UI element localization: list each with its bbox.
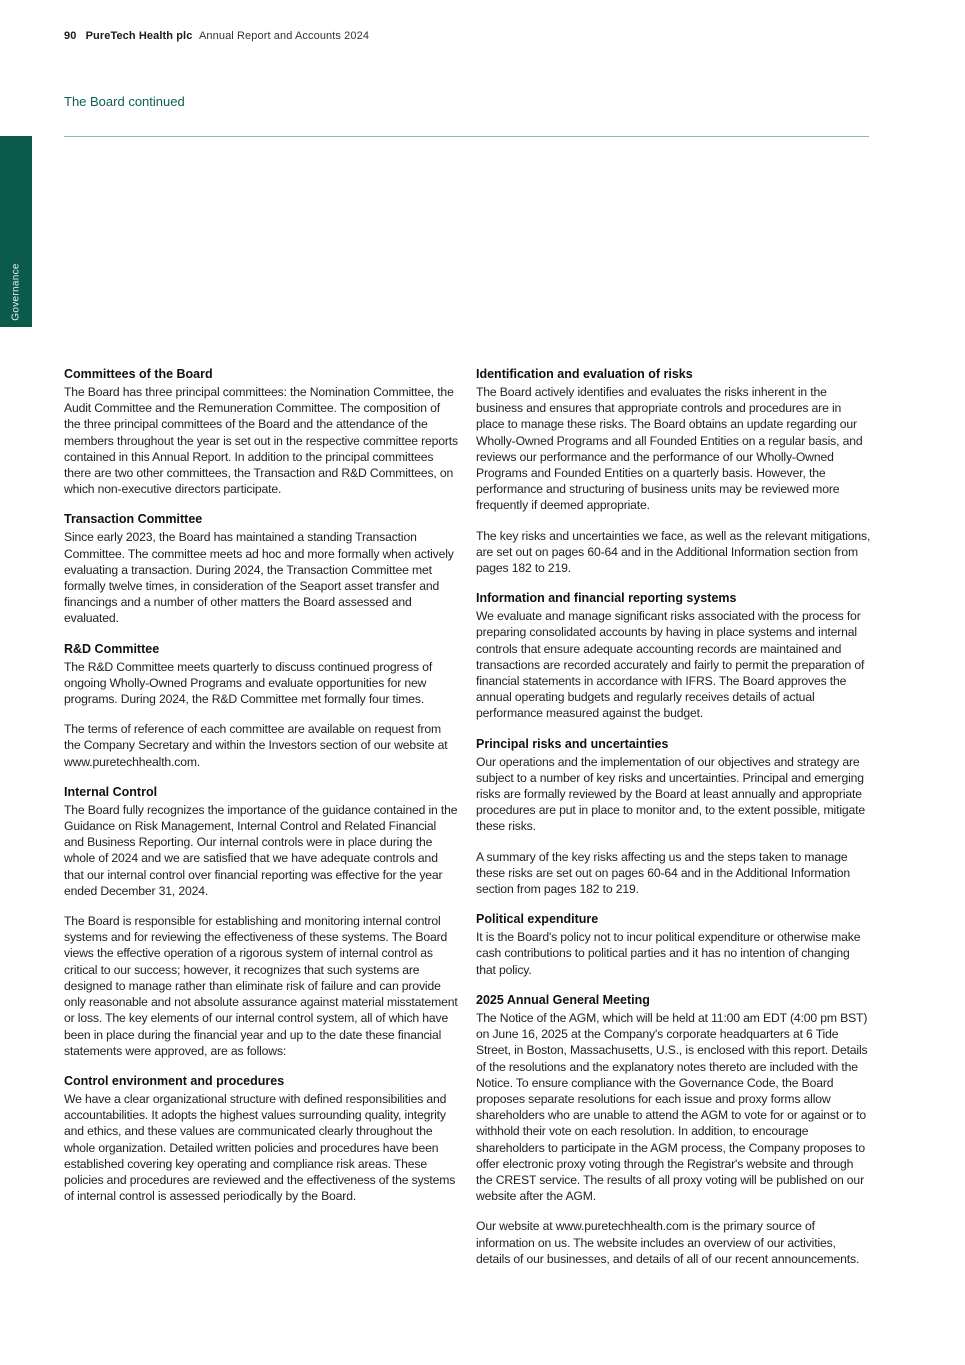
heading-principal-risks-and-uncertainties: Principal risks and uncertainties bbox=[476, 736, 669, 751]
paragraph-identification-and-evaluation-of-risks-1: The Board actively identifies and evaluates the risks inherent in the business and ensures that appropriate controls and procedures are in place to manage these risks. The Board obtains an update regarding our Wholly-Owned Programs and all Founded Entities on a regular basis, and reviews our performance and the performance of our Wholly-Owned Programs and Founded Entities on a quarterly basis. However, the performance and structuring of business units may be reviewed more frequently if deemed appropriate. bbox=[476, 385, 863, 513]
heading-control-environment-and-procedures: Control environment and procedures bbox=[64, 1073, 285, 1088]
company-name: PureTech Health plc bbox=[85, 30, 193, 42]
paragraph-identification-and-evaluation-of-risks-2: The key risks and uncertainties we face, as well as the relevant mitigations, are set out on pages 60-64 and in the Additional Information section from pages 182 to 219. bbox=[476, 528, 871, 576]
heading-2025-annual-general-meeting: 2025 Annual General Meeting bbox=[476, 992, 650, 1007]
paragraph-principal-risks-and-uncertainties-2: A summary of the key risks affecting us and the steps taken to manage these risks are set out on pages 60-64 and in the Additional Information section from pages 182 to 219. bbox=[476, 849, 851, 897]
paragraph-political-expenditure-1: It is the Board's policy not to incur political expenditure or otherwise make cash contributions to political parties and it has no intention of changing that policy. bbox=[476, 930, 861, 977]
paragraph-information-and-financial-reporting-systems-1: We evaluate and manage significant risks associated with the process for preparing consolidated accounts by having in place systems and internal controls that ensure adequate accounting records are maintained and transactions are recorded accurately and fairly to permit the preparation of financial statements in accordance with IFRS. The Board approves the annual operating budgets and regularly receives details of actual performance measured against the budget. bbox=[476, 609, 865, 721]
paragraph-transaction-committee-1: Since early 2023, the Board has maintained a standing Transaction Committee. The committee meets ad hoc and more formally when actively evaluating a transaction. During 2024, the Transaction Committee met formally twelve times, in consideration of the Seaport asset transfer and financings and a number of other matters the Board assessed and evaluated. bbox=[64, 530, 454, 626]
left-column bbox=[64, 366, 459, 1218]
paragraph-principal-risks-and-uncertainties-1: Our operations and the implementation of our objectives and strategy are subject to a number of key risks and uncertainties. Principal and emerging risks are formally reviewed by the Board at least annually and appropriate procedures are put in place to monitor and, to the extent possible, mitigate these risks. bbox=[476, 754, 865, 834]
page-number: 90 bbox=[64, 30, 77, 42]
paragraph-2025-annual-general-meeting-2: Our website at www.puretechhealth.com is the primary source of information on us. The website includes an overview of our activities, details of our businesses, and details of all of our recent announcements. bbox=[476, 1219, 860, 1266]
paragraph-control-environment-and-procedures-1: We have a clear organizational structure with defined responsibilities and accountabilities. It adopts the highest values surrounding quality, integrity and ethics, and these values are communicated clearly throughout the whole organization. Detailed written policies and procedures have been established covering key operating and compliance risk areas. These policies and procedures are reviewed and the effectiveness of the systems of internal control is assessed periodically by the Board. bbox=[64, 1091, 456, 1204]
heading-committees-of-the-board: Committees of the Board bbox=[64, 367, 213, 381]
running-header bbox=[64, 30, 369, 42]
paragraph-internal-control-1: The Board fully recognizes the importance of the guidance contained in the Guidance on Risk Management, Internal Control and Related Financial and Business Reporting. Our internal controls were in place during the whole of 2024 and we are satisfied that we have adequate controls and that our internal control over financial reporting was effective for the year ended December 31, 2024. bbox=[64, 802, 458, 898]
report-title: Annual Report and Accounts 2024 bbox=[199, 30, 370, 42]
paragraph-committees-of-the-board-1: The Board has three principal committees: the Nomination Committee, the Audit Committee and the Remuneration Committee. The composition of the three principal committees of the Board and the attendance of the members throughout the year is set out in the respective committee reports contained in this Annual Report. In addition to the principal committees there are two other committees, the Transaction and R&D Committees, on which non-executive directors participate. bbox=[64, 385, 458, 497]
header-divider bbox=[64, 136, 869, 137]
paragraph-randd-committee-1: The R&D Committee meets quarterly to discuss continued progress of ongoing Wholly-Owned Programs and evaluate opportunities for new programs. During 2024, the R&D Committee met formally four times. bbox=[64, 659, 433, 707]
heading-information-and-financial-reporting-systems: Information and financial reporting systems bbox=[476, 591, 737, 606]
right-column bbox=[476, 366, 871, 1281]
heading-political-expenditure: Political expenditure bbox=[476, 912, 599, 927]
paragraph-2025-annual-general-meeting-1: The Notice of the AGM, which will be held at 11:00 am EDT (4:00 pm BST) on June 16, 2025 at the Company's corporate headquarters at 6 Tide Street, in Boston, Massachusetts, U.S., is enclosed with this report. Details of the resolutions and the explanatory notes thereto are included with the Notice. To ensure compliance with the Governance Code, the Board proposes separate resolutions for each issue and proxy forms allow shareholders who are unable to attend the AGM to vote for or against or to withhold their vote on each resolution. In addition, to encourage shareholders to participate in the AGM process, the Company proposes to offer electronic proxy voting through the Registrar's website and through the CREST service. The results of all proxy voting will be published on our website after the AGM. bbox=[476, 1010, 868, 1204]
heading-transaction-committee: Transaction Committee bbox=[64, 512, 203, 527]
section-title: The Board continued bbox=[64, 94, 185, 109]
paragraph-randd-committee-2: The terms of reference of each committee are available on request from the Company Secretary and within the Investors section of our website at www.puretechhealth.com. bbox=[64, 722, 448, 769]
heading-randd-committee: R&D Committee bbox=[64, 641, 160, 656]
heading-internal-control: Internal Control bbox=[64, 784, 158, 799]
side-tab-label: Governance bbox=[10, 263, 22, 321]
paragraph-internal-control-2: The Board is responsible for establishing and monitoring internal control systems and for reviewing the effectiveness of these systems. The Board views the effective operation of a rigorous system of internal control as critical to our success; however, it recognizes that such systems are designed to manage rather than eliminate risk of failure and can provide only reasonable and not absolute assurance against material misstatement or loss. The key elements of our internal control system, all of which have been in place during the financial year and up to the date these financial statements were approved, are as follows: bbox=[64, 914, 458, 1058]
heading-identification-and-evaluation-of-risks: Identification and evaluation of risks bbox=[476, 367, 693, 381]
